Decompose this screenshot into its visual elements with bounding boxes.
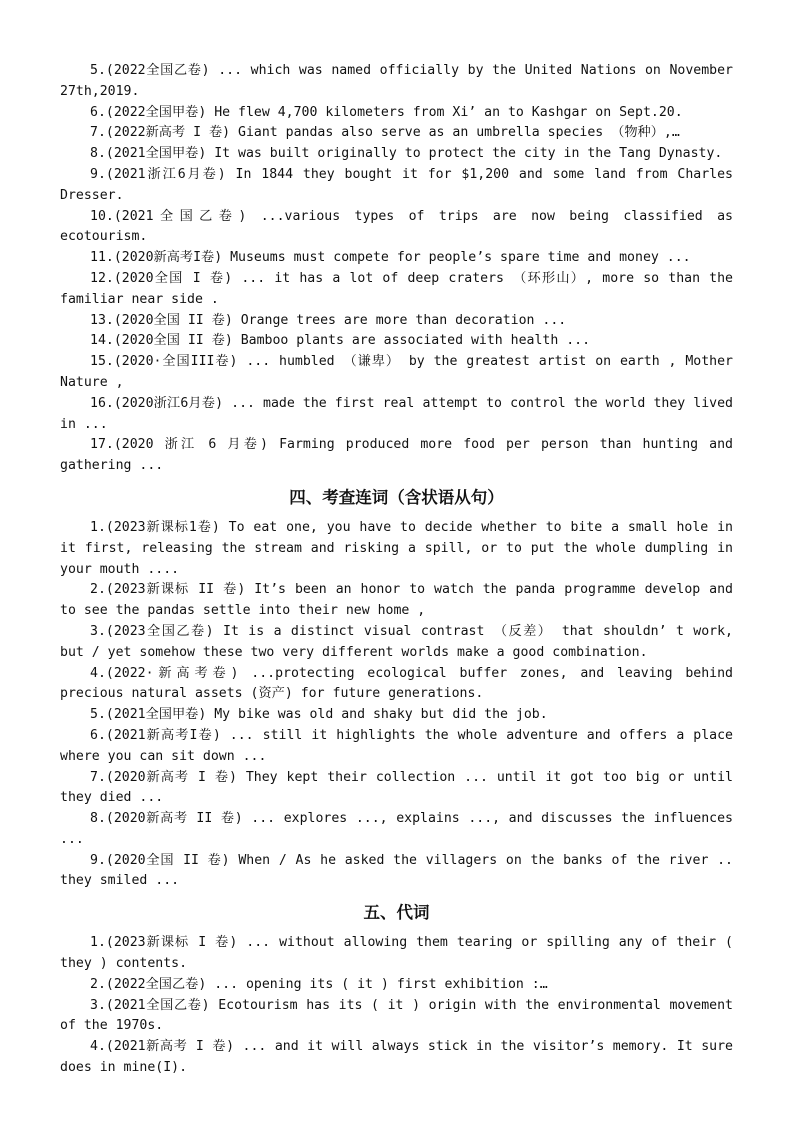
list-item: 7.(2022新高考 I 卷) Giant pandas also serve as an umbrella species （物种）,…: [90, 125, 680, 141]
list-item: 6.(2022全国甲卷) He flew 4,700 kilometers from Xi’ an to Kashgar on Sept.20.: [90, 104, 683, 120]
list-item: 2.(2022全国乙卷) ... opening its ( it ) first exhibition :…: [90, 976, 548, 992]
section-5-list: [60, 933, 733, 1079]
list-item: 8.(2020新高考 II 卷) ... explores ..., explains ..., and discusses the influences ...: [60, 811, 733, 847]
section-4-list: [60, 518, 733, 892]
list-item: 6.(2021新高考I卷) ... still it highlights the whole adventure and offers a place where you can sit down ...: [60, 727, 733, 764]
list-item: 8.(2021全国甲卷) It was built originally to protect the city in the Tang Dynasty.: [90, 146, 723, 162]
section-heading-pronouns: 五、代词: [363, 903, 430, 923]
list-item: 15.(2020·全国III卷) ... humbled （谦卑） by the greatest artist on earth , Mother Nature ,: [60, 354, 733, 390]
list-item: 3.(2023全国乙卷) It is a distinct visual contrast （反差） that shouldn’ t work, but / yet somehow these two very different worlds make a good combination.: [60, 623, 733, 660]
list-item: 7.(2020新高考 I 卷) They kept their collection ... until it got too big or until they died ...: [60, 769, 733, 806]
list-item: 1.(2023新课标 I 卷) ... without allowing them tearing or spilling any of their ( they ) contents.: [60, 935, 733, 972]
list-item: 12.(2020全国 I 卷) ... it has a lot of deep craters （环形山）, more so than the familiar near side .: [60, 270, 733, 307]
document-page: [60, 61, 733, 1079]
list-item: 11.(2020新高考I卷) Museums must compete for people’s spare time and money ...: [90, 250, 691, 266]
list-item: 9.(2021浙江6月卷) In 1844 they bought it for $1,200 and some land from Charles Dresser.: [60, 166, 733, 203]
list-item: 5.(2022全国乙卷) ... which was named officially by the United Nations on November 27th,2019.: [60, 63, 733, 99]
list-item: 14.(2020全国 II 卷) Bamboo plants are associated with health ...: [90, 333, 591, 349]
list-item: 5.(2021全国甲卷) My bike was old and shaky but did the job.: [90, 707, 548, 723]
list-item: 17.(2020 浙江 6 月卷) Farming produced more food per person than hunting and gathering ...: [60, 437, 733, 474]
list-item: 4.(2022·新高考卷) ...protecting ecological buffer zones, and leaving behind precious natural assets (资产) for future generations.: [60, 665, 733, 702]
section-heading-conjunctions: 四、考查连词（含状语从句）: [289, 487, 504, 507]
list-item: 1.(2023新课标1卷) To eat one, you have to decide whether to bite a small hole in it first, releasing the stream and risking a spill, or to put the whole dumpling in your mouth ....: [60, 519, 733, 577]
list-item: 9.(2020全国 II 卷) When / As he asked the villagers on the banks of the river .. they smiled ...: [60, 852, 733, 889]
section-a-list: [60, 61, 733, 477]
list-item: 10.(2021全国乙卷) ...various types of trips are now being classified as ecotourism.: [60, 208, 733, 245]
list-item: 16.(2020浙江6月卷) ... made the first real attempt to control the world they lived in ...: [60, 395, 733, 432]
list-item: 13.(2020全国 II 卷) Orange trees are more than decoration ...: [90, 312, 567, 328]
list-item: 2.(2023新课标 II 卷) It’s been an honor to watch the panda programme develop and to see the pandas settle into their new home ,: [60, 582, 733, 619]
list-item: 4.(2021新高考 I 卷) ... and it will always stick in the visitor’s memory. It sure does in mine(I).: [60, 1039, 733, 1076]
list-item: 3.(2021全国乙卷) Ecotourism has its ( it ) origin with the environmental movement of the 1970s.: [60, 997, 733, 1034]
